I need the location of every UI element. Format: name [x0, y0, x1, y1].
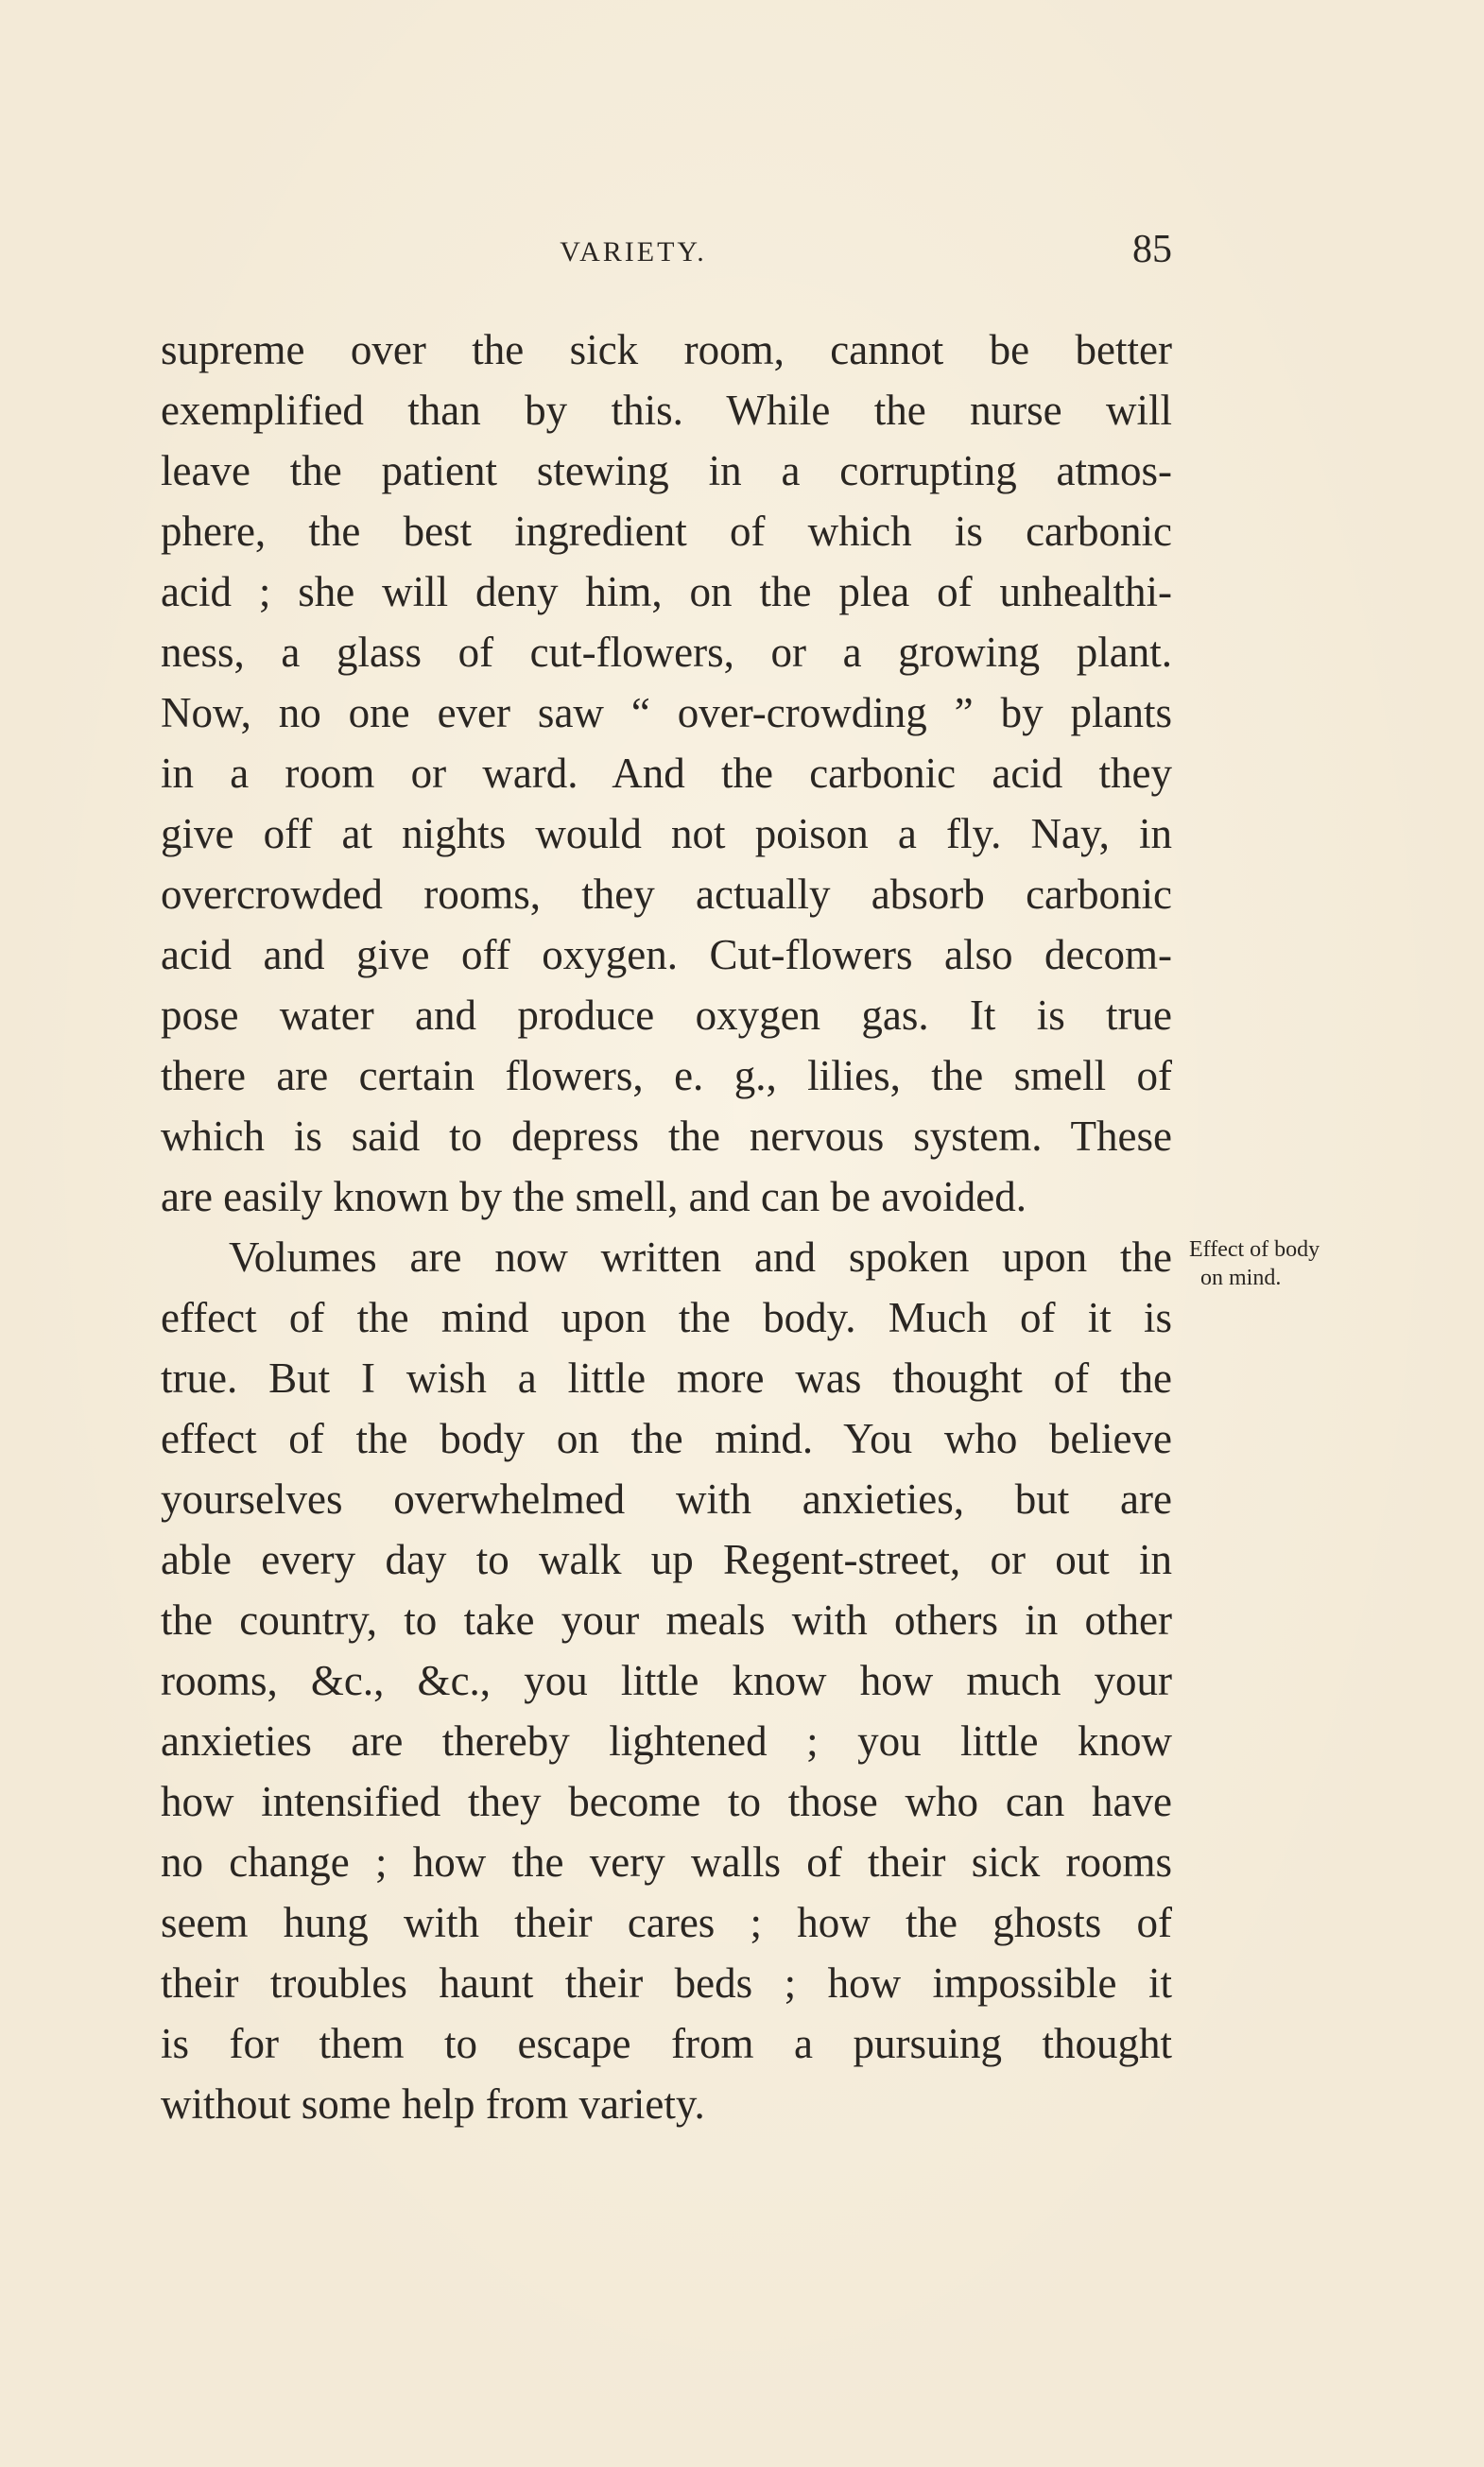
text-line: without some help from variety. — [161, 2080, 705, 2128]
text-line: Now, no one ever saw “ over-crowding ” by plants — [161, 689, 1172, 736]
text-line: there are certain flowers, e. g., lilies, the smell of — [161, 1052, 1172, 1099]
text-line: acid ; she will deny him, on the plea of unhealthi- — [161, 568, 1172, 615]
text-line: rooms, &c., &c., you little know how much your — [161, 1657, 1172, 1704]
text-line: ness, a glass of cut-flowers, or a growing plant. — [161, 629, 1172, 676]
text-line: supreme over the sick room, cannot be better — [161, 326, 1172, 373]
text-line: which is said to depress the nervous system. These — [161, 1113, 1172, 1160]
text-line: are easily known by the smell, and can be avoided. — [161, 1173, 1027, 1220]
page-number: 85 — [1132, 228, 1172, 271]
running-head — [161, 227, 1172, 284]
text-line: is for them to escape from a pursuing thought — [161, 2020, 1172, 2067]
text-line: Volumes are now written and spoken upon the — [229, 1234, 1172, 1281]
text-line: in a room or ward. And the carbonic acid they — [161, 750, 1172, 797]
text-line: overcrowded rooms, they actually absorb carbonic — [161, 871, 1172, 918]
text-line: seem hung with their cares ; how the ghosts of — [161, 1899, 1172, 1946]
text-line: how intensified they become to those who can have — [161, 1778, 1172, 1825]
text-line: exemplified than by this. While the nurse will — [161, 387, 1172, 434]
text-line: effect of the mind upon the body. Much of it is — [161, 1294, 1172, 1341]
text-line: their troubles haunt their beds ; how impossible it — [161, 1959, 1172, 2007]
margin-note-line: Effect of body — [1189, 1237, 1320, 1262]
running-head-title: VARIETY. — [560, 236, 707, 267]
text-line: pose water and produce oxygen gas. It is true — [161, 992, 1172, 1039]
text-line: effect of the body on the mind. You who believe — [161, 1415, 1172, 1462]
text-line: the country, to take your meals with others in other — [161, 1596, 1172, 1644]
text-line: anxieties are thereby lightened ; you little know — [161, 1717, 1172, 1765]
text-line: no change ; how the very walls of their sick rooms — [161, 1838, 1172, 1886]
text-line: phere, the best ingredient of which is carbonic — [161, 508, 1172, 555]
text-line: able every day to walk up Regent-street, or out in — [161, 1536, 1172, 1583]
margin-note-line: on mind. — [1200, 1266, 1282, 1290]
margin-note — [1189, 1235, 1378, 1292]
text-line: true. But I wish a little more was thought of the — [161, 1354, 1172, 1402]
text-line: acid and give off oxygen. Cut-flowers also decom- — [161, 931, 1172, 978]
text-line: leave the patient stewing in a corrupting atmos- — [161, 447, 1172, 494]
body-text — [161, 319, 1172, 2134]
text-line: yourselves overwhelmed with anxieties, but are — [161, 1475, 1172, 1523]
text-line: give off at nights would not poison a fly. Nay, in — [161, 810, 1172, 857]
